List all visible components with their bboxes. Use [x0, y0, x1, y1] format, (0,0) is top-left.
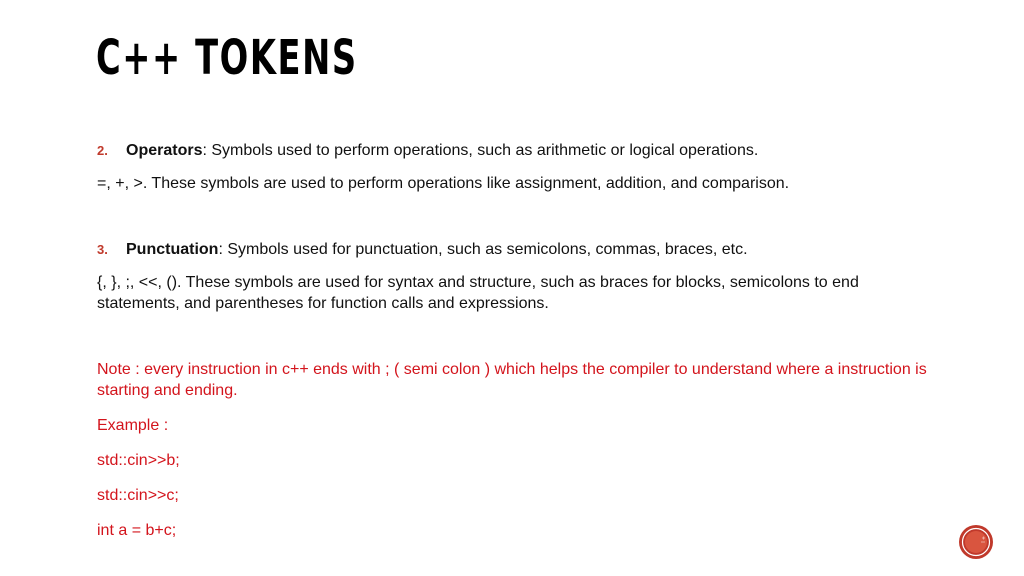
code-line: std::cin>>c;	[97, 487, 179, 504]
list-item-punctuation	[97, 239, 937, 260]
note-block	[97, 359, 937, 541]
item-detail: =, +, >. These symbols are used to perform operations like assignment, addition, and comparison.	[97, 175, 790, 192]
spacer	[97, 194, 937, 239]
item-definition: : Symbols used to perform operations, such as arithmetic or logical operations.	[202, 142, 759, 159]
code-line: int a = b+c;	[97, 522, 177, 539]
list-item-operators	[97, 140, 937, 161]
presentation-logo-icon	[958, 524, 994, 560]
example-label: Example :	[97, 417, 169, 434]
note-text: Note : every instruction in c++ ends with ; ( semi colon ) which helps the compiler to understand where a instruction is starting and ending.	[97, 361, 927, 399]
slide-body	[97, 140, 937, 555]
item-term: Operators	[126, 142, 203, 159]
spacer	[97, 314, 937, 359]
list-number: 3.	[97, 242, 108, 257]
item-text	[126, 140, 758, 161]
list-number: 2.	[97, 143, 108, 158]
slide-title: C++ TOKENS	[96, 30, 358, 86]
item-term: Punctuation	[126, 241, 219, 258]
spacer	[97, 161, 937, 173]
item-text	[126, 239, 748, 260]
item-definition: : Symbols used for punctuation, such as semicolons, commas, braces, etc.	[218, 241, 748, 258]
item-detail: {, }, ;, <<, (). These symbols are used for syntax and structure, such as braces for blocks, semicolons to end statements, and parentheses for function calls and expressions.	[97, 274, 859, 312]
spacer	[97, 260, 937, 272]
code-line: std::cin>>b;	[97, 452, 180, 469]
